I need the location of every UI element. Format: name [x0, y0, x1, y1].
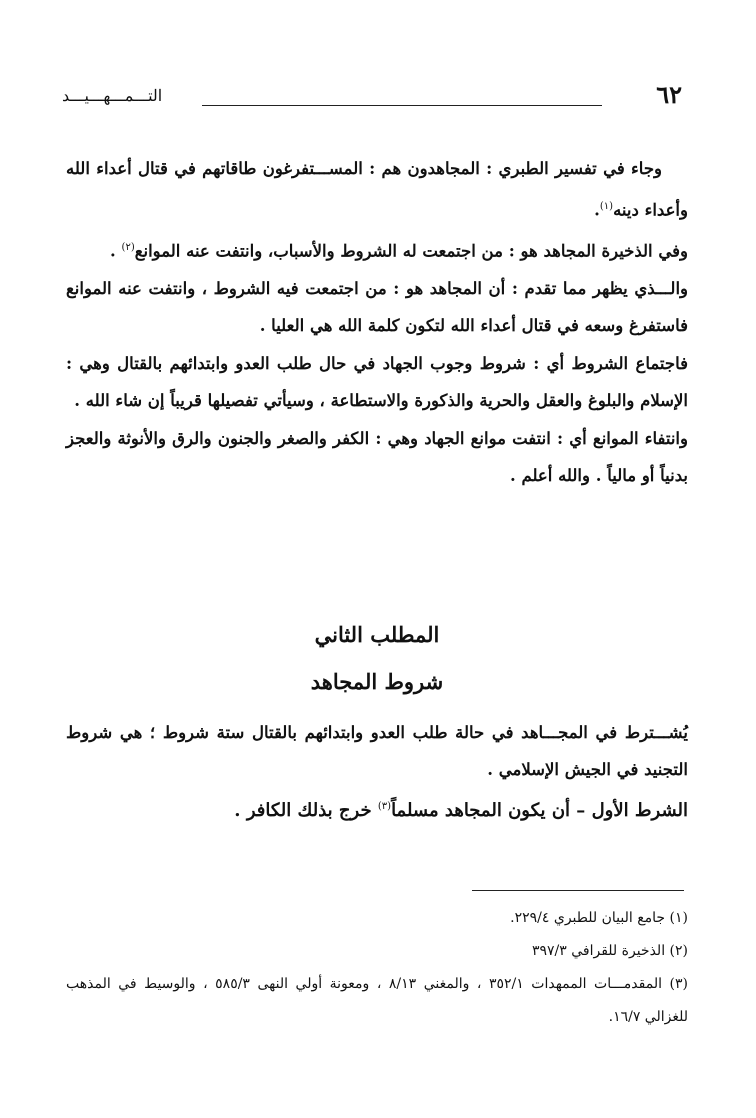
paragraph: وفي الذخيرة المجاهد هو : من اجتمعت له الشروط والأسباب، وانتفت عنه الموانع$^{(٢)}$ . — [110, 241, 688, 260]
section-text — [66, 714, 688, 829]
paragraph: والـــذي يظهر مما تقدم : أن المجاهد هو : من اجتمعت فيه الشروط ، وانتفت عنه الموانع فاستفرغ وسعه في قتال أعداء الله لتكون كلمة الله هي العليا . — [66, 278, 688, 335]
main-text — [66, 150, 688, 495]
paragraph: وانتفاء الموانع أي : انتفت موانع الجهاد وهي : الكفر والصغر والجنون والرق والأنوثة والعجز بدنياً أو مالياً . والله أعلم . — [66, 428, 688, 485]
section-heading: المطلب الثاني — [314, 622, 440, 647]
footnote: (٣) المقدمـــات الممهدات ٣٥٢/١ ، والمغني ٨/١٣ ، ومعونة أولي النهى ٥٨٥/٣ ، والوسيط في المذهب للغزالي ١٦/٧. — [66, 976, 688, 1025]
footnote-separator — [472, 890, 684, 891]
page-number: ٦٢ — [656, 80, 682, 109]
footnote-ref: (٣) — [377, 801, 392, 812]
footnote-ref: (١) — [599, 200, 614, 212]
footnote-ref: (٢) — [121, 241, 135, 253]
footnote: (٢) الذخيرة للقرافي ٣٩٧/٣ — [531, 943, 688, 959]
header-rule — [202, 105, 602, 106]
section-subheading: شروط المجاهد — [310, 669, 444, 694]
footnote: (١) جامع البيان للطبري ٢٢٩/٤. — [510, 910, 688, 926]
paragraph: الشرط الأول – أن يكون المجاهد مسلماً$^{(٣)}$ خرج بذلك الكافر . — [234, 800, 688, 821]
footnotes — [66, 902, 688, 1034]
paragraph: وجاء في تفسير الطبري : المجاهدون هم : المســـتفرغون طاقاتهم في قتال أعداء الله وأعداء دينه$^{(١)}$. — [66, 159, 688, 219]
running-title: التـــمـــهـــيـــد — [62, 86, 163, 105]
page-header — [62, 78, 682, 118]
paragraph: فاجتماع الشروط أي : شروط وجوب الجهاد في حال طلب العدو وابتدائهم بالقتال وهي : الإسلام والبلوغ والعقل والحرية والذكورة والاستطاعة ، وسيأتي تفصيلها قريباً إن شاء الله . — [66, 353, 688, 410]
paragraph: يُشـــترط في المجـــاهد في حالة طلب العدو وابتدائهم بالقتال ستة شروط ؛ هي شروط التجنيد في الجيش الإسلامي . — [66, 723, 688, 779]
